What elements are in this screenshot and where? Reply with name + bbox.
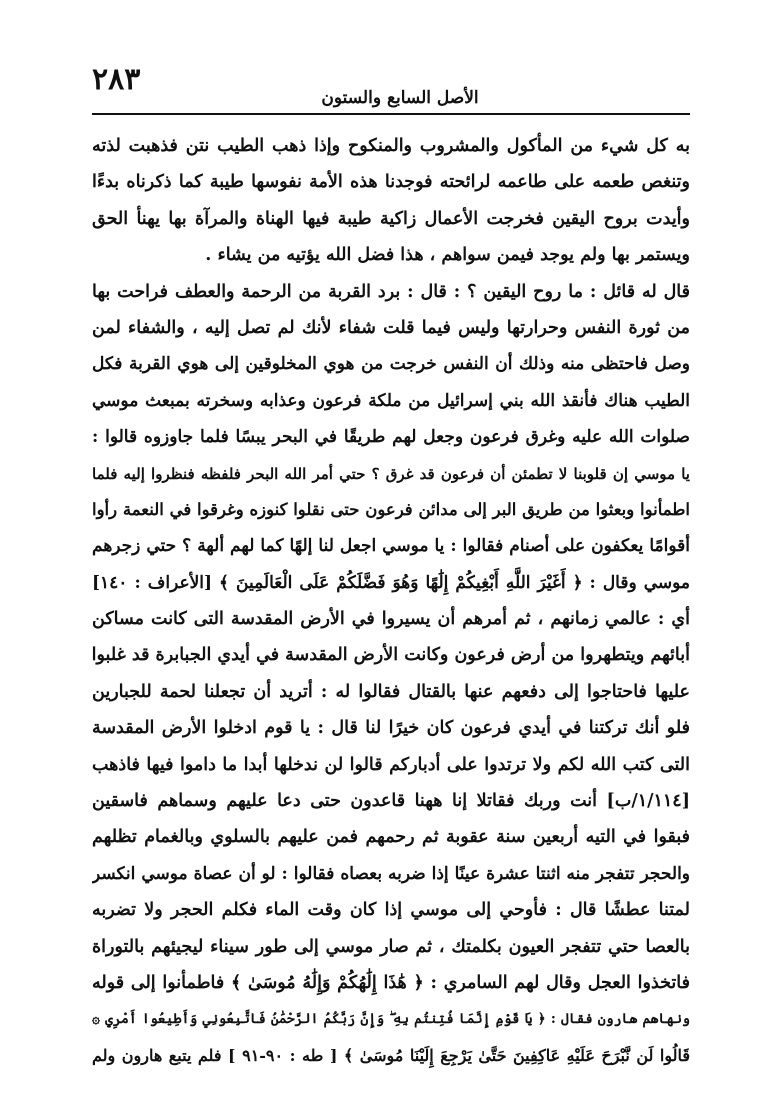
text-line: به كل شيء من المأكول والمشروب والمنكوح وإذا ذهب الطيب نتن فذهبت لذته bbox=[92, 136, 690, 156]
text-line: بالعصا حتي تتفجر العيون بكلمتك ، ثم صار موسي إلى طور سيناء ليجيئهم بالتوراة bbox=[92, 936, 690, 957]
text-line: [١/١١٤/ب] أنت وربك فقاتلا إنا ههنا قاعدون حتى دعا عليهم وسماهم فاسقين bbox=[92, 791, 690, 812]
text-line: أقوامًا يعكفون على أصنام فقالوا : يا موسي اجعل لنا إلهًا كما لهم ألهة ؟ حتي زجرهم bbox=[92, 536, 690, 557]
quran-verse-line: قَالُوا لَن نَّبْرَحَ عَلَيْهِ عَاكِفِينَ حَتَّىٰ يَرْجِعَ إِلَيْنَا مُوسَىٰ ﴾ [ طه : ٩٠-٩١ ] فلم يتبع هارون ولم bbox=[92, 1045, 690, 1065]
page-number: ٢٨٣ bbox=[92, 62, 141, 97]
text-line: فبقوا في التيه أربعين سنة عقوبة ثم رحمهم فمن عليهم بالسلوي وبالغمام تظلهم bbox=[92, 827, 690, 848]
text-line: عليها فاحتاجوا إلى دفعهم عنها بالقتال فقالوا له : أتريد أن تجعلنا لحمة للجبارين bbox=[92, 681, 690, 702]
text-line: من ثورة النفس وحرارتها وليس فيما قلت شفاء لأنك لم تصل إليه ، والشفاء لمن bbox=[92, 317, 690, 338]
quran-verse-line: ونهاهم هارون فقال : ﴿ يَا قَوْمِ إِنَّمَا فُتِنتُم بِهِ ۖ وَإِنَّ رَبَّكُمُ الرَّحْمَٰنُ فَاتَّبِعُونِي وَأَطِيعُوا أَمْرِي ۞ bbox=[92, 1011, 690, 1028]
text-line: والحجر تتفجر منه اثنتا عشرة عينًا إذا ضربه بعصاه فقالوا : لو أن عصاة موسي انكسر bbox=[92, 863, 690, 884]
header-rule bbox=[92, 113, 690, 115]
text-line: وصل فاحتظى منه وذلك أن النفس خرجت من هوي المخلوقين إلى هوي القربة فكل bbox=[92, 354, 690, 375]
text-line: وتنغص طعمه على طاعمه لرائحته فوجدنا هذه الأمة نفوسها طيبة كما ذكرناه بدءًا bbox=[92, 172, 690, 193]
text-line: قال له قائل : ما روح اليقين ؟ : قال : برد القربة من الرحمة والعطف فراحت بها bbox=[92, 281, 690, 302]
text-line: أي : عالمي زمانهم ، ثم أمرهم أن يسيروا في الأرض المقدسة التى كانت مساكن bbox=[92, 609, 690, 630]
text-line: لمتنا عطشًا قال : فأوحي إلى موسي إذا كان وقت الماء فكلم الحجر ولا تضربه bbox=[92, 900, 690, 921]
text-line: التى كتب الله لكم ولا ترتدوا على أدباركم قالوا لن ندخلها أبدا ما داموا فيها فاذهب bbox=[92, 754, 690, 775]
text-line: وأيدت بروح اليقين فخرجت الأعمال زاكية طيبة فيها الهناة والمرآة بها يهنأ الحق bbox=[92, 208, 690, 229]
quran-verse-line: موسي وقال : ﴿ أَغَيْرَ اللَّهِ أَبْغِيكُمْ إِلَٰهًا وَهُوَ فَضَّلَكُمْ عَلَى الْعَالَمِينَ ﴾ [الأعراف : ١٤٠] bbox=[92, 572, 690, 593]
body-text bbox=[92, 128, 690, 1088]
text-line: اطمأنوا وبعثوا من طريق البر إلى مدائن فرعون حتى نقلوا كنوزه وغرقوا في النعمة رأوا bbox=[92, 499, 690, 519]
running-title: الأصل السابع والستون bbox=[321, 88, 479, 108]
text-line: الطيب هناك فأنقذ الله بني إسرائيل من ملكة فرعون وعذابه وسخرته بمبعث موسي bbox=[92, 390, 690, 411]
text-line: ويستمر بها ولم يوجد فيمن سواهم ، هذا فضل الله يؤتيه من يشاء . bbox=[205, 245, 690, 266]
text-line: أبائهم ويتطهروا من أرض فرعون وكانت الأرض المقدسة في أيدي الجبابرة قد غلبوا bbox=[92, 645, 690, 666]
quran-verse-line: فاتخذوا العجل وقال لهم السامري : ﴿ هَٰذَا إِلَٰهُكُمْ وَإِلَٰهُ مُوسَىٰ ﴾ فاطمأنوا إلى قوله bbox=[92, 972, 690, 993]
text-line: صلوات الله عليه وغرق فرعون وجعل لهم طريقًا في البحر يبسًا فلما جاوزوه قالوا : bbox=[92, 427, 690, 448]
text-line: فلو أنك تركتنا في أيدي فرعون كان خيرًا لنا قال : يا قوم ادخلوا الأرض المقدسة bbox=[92, 718, 690, 739]
text-line: يا موسي إن قلوبنا لا تطمئن أن فرعون قد غرق ؟ حتي أمر الله البحر فلفظه فنظروا إليه فلما bbox=[92, 464, 690, 483]
